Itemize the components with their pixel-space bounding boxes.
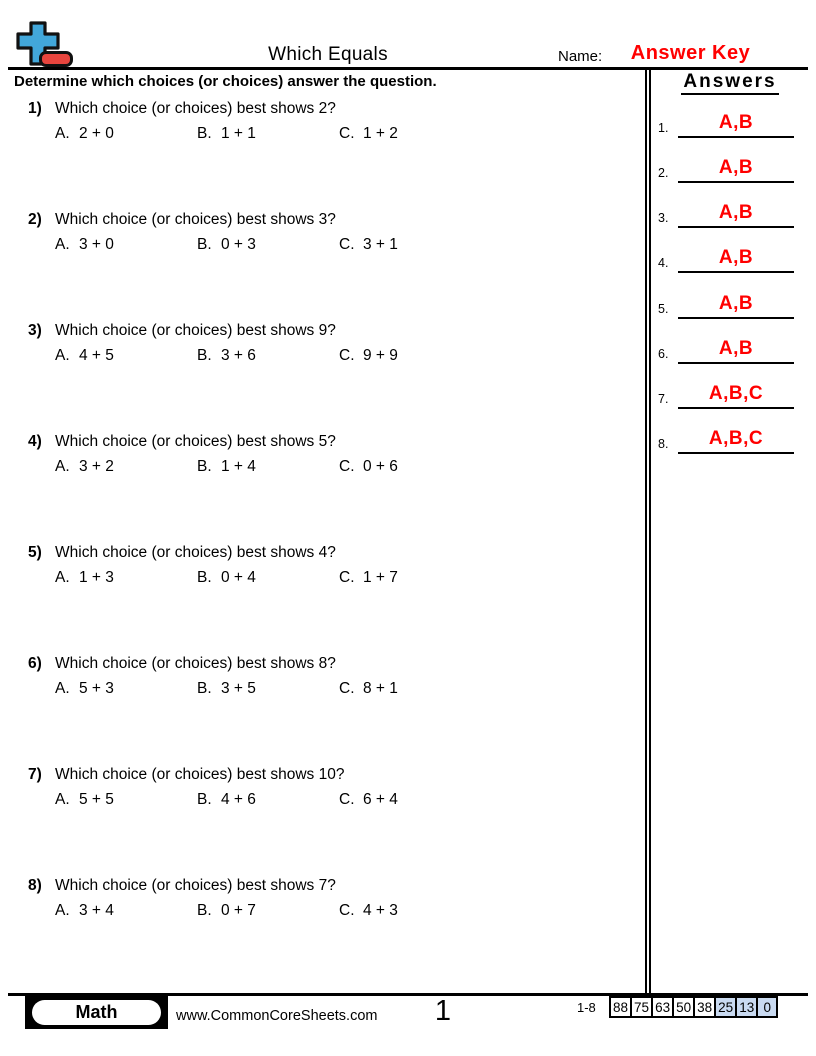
page-number: 1 (434, 995, 452, 1027)
choice-b: B. 1 + 1 (197, 125, 256, 142)
score-table (611, 996, 778, 1018)
website-url: www.CommonCoreSheets.com (176, 1008, 378, 1024)
answer-row (652, 108, 806, 138)
choice-b: B. 0 + 7 (197, 902, 256, 919)
instruction-text: Determine which choices (or choices) answer the question. (14, 73, 437, 90)
answer-number: 2. (658, 166, 669, 180)
choice-a: A. 5 + 3 (55, 680, 114, 697)
answer-line (678, 200, 794, 228)
question-number: 7) (28, 766, 42, 783)
question (0, 655, 648, 711)
question-number: 2) (28, 211, 42, 228)
answer-line (678, 426, 794, 454)
answer-line (678, 110, 794, 138)
score-cell: 0 (756, 996, 778, 1018)
choice-a: A. 3 + 2 (55, 458, 114, 475)
answer-value: A,B (718, 202, 754, 223)
choice-a: A. 2 + 0 (55, 125, 114, 142)
question-text: Which choice (or choices) best shows 7? (55, 877, 336, 894)
choice-c: C. 4 + 3 (339, 902, 398, 919)
answer-number: 1. (658, 121, 669, 135)
score-cell: 75 (630, 996, 653, 1018)
header-rule (8, 67, 808, 70)
answer-number: 3. (658, 211, 669, 225)
answer-line (678, 336, 794, 364)
answer-value: A,B (718, 293, 754, 314)
question (0, 100, 648, 156)
question (0, 766, 648, 822)
question (0, 544, 648, 600)
score-cell: 50 (672, 996, 695, 1018)
answer-row (652, 243, 806, 273)
answer-value: A,B (718, 112, 754, 133)
question (0, 322, 648, 378)
score-cell: 25 (714, 996, 737, 1018)
question (0, 433, 648, 489)
choice-c: C. 0 + 6 (339, 458, 398, 475)
choice-b: B. 1 + 4 (197, 458, 256, 475)
answer-line (678, 245, 794, 273)
choice-b: B. 0 + 3 (197, 236, 256, 253)
choice-b: B. 3 + 5 (197, 680, 256, 697)
question-text: Which choice (or choices) best shows 3? (55, 211, 336, 228)
score-cell: 13 (735, 996, 758, 1018)
question (0, 211, 648, 267)
choice-c: C. 9 + 9 (339, 347, 398, 364)
question-number: 4) (28, 433, 42, 450)
page-title: Which Equals (268, 44, 388, 65)
score-cell: 38 (693, 996, 716, 1018)
question-number: 8) (28, 877, 42, 894)
choice-c: C. 1 + 7 (339, 569, 398, 586)
answer-value: A,B (718, 247, 754, 268)
question-text: Which choice (or choices) best shows 8? (55, 655, 336, 672)
score-cell: 88 (609, 996, 632, 1018)
question-text: Which choice (or choices) best shows 5? (55, 433, 336, 450)
answer-row (652, 153, 806, 183)
subject-badge (25, 996, 168, 1029)
answer-value: A,B,C (708, 383, 764, 404)
choice-b: B. 3 + 6 (197, 347, 256, 364)
question-number: 1) (28, 100, 42, 117)
choice-c: C. 8 + 1 (339, 680, 398, 697)
choice-b: B. 0 + 4 (197, 569, 256, 586)
answer-number: 8. (658, 437, 669, 451)
answer-value: A,B,C (708, 428, 764, 449)
choice-c: C. 1 + 2 (339, 125, 398, 142)
answer-value: A,B (718, 338, 754, 359)
question-text: Which choice (or choices) best shows 4? (55, 544, 336, 561)
answer-number: 4. (658, 256, 669, 270)
answer-row (652, 334, 806, 364)
question-number: 5) (28, 544, 42, 561)
answer-number: 7. (658, 392, 669, 406)
answer-line (678, 381, 794, 409)
answer-number: 6. (658, 347, 669, 361)
answer-number: 5. (658, 302, 669, 316)
question-text: Which choice (or choices) best shows 10? (55, 766, 345, 783)
answer-line (678, 155, 794, 183)
question-text: Which choice (or choices) best shows 9? (55, 322, 336, 339)
answer-row (652, 379, 806, 409)
answer-row (652, 424, 806, 454)
choice-a: A. 5 + 5 (55, 791, 114, 808)
choice-b: B. 4 + 6 (197, 791, 256, 808)
answers-divider (645, 70, 651, 995)
choice-a: A. 3 + 4 (55, 902, 114, 919)
question-number: 6) (28, 655, 42, 672)
choice-c: C. 6 + 4 (339, 791, 398, 808)
name-label: Name: (558, 48, 603, 65)
subject-label: Math (32, 1000, 161, 1025)
choice-a: A. 4 + 5 (55, 347, 114, 364)
answer-line (678, 291, 794, 319)
question (0, 877, 648, 933)
choice-a: A. 3 + 0 (55, 236, 114, 253)
score-cell: 63 (651, 996, 674, 1018)
answer-row (652, 198, 806, 228)
choice-c: C. 3 + 1 (339, 236, 398, 253)
question-number: 3) (28, 322, 42, 339)
choice-a: A. 1 + 3 (55, 569, 114, 586)
answers-header: Answers (655, 71, 805, 93)
answer-value: A,B (718, 157, 754, 178)
question-text: Which choice (or choices) best shows 2? (55, 100, 336, 117)
score-range-label: 1-8 (577, 1000, 596, 1015)
answer-row (652, 289, 806, 319)
answer-key-label: Answer Key (630, 42, 751, 64)
